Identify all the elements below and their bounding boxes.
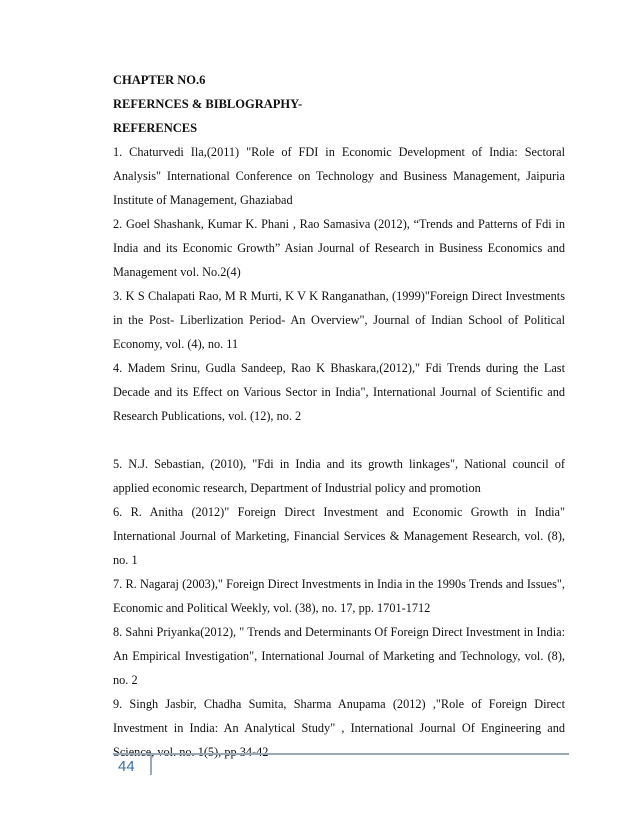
page-content	[113, 68, 565, 764]
reference-item-5: 5. N.J. Sebastian, (2010), "Fdi in India and its growth linkages", National council of applied economic research, Department of Industrial policy and promotion	[113, 457, 565, 495]
page-number-divider	[150, 753, 152, 775]
reference-item-9: 9. Singh Jasbir, Chadha Sumita, Sharma Anupama (2012) ,"Role of Foreign Direct Investment in India: An Analytical Study" , International Journal Of Engineering and Science, vol. no. 1(5), pp 34-42	[113, 697, 565, 759]
footer-divider	[113, 753, 569, 755]
reference-item-8: 8. Sahni Priyanka(2012), " Trends and Determinants Of Foreign Direct Investment in India: An Empirical Investigation", International Journal of Marketing and Technology, vol. (8), no. 2	[113, 625, 565, 687]
reference-item-4: 4. Madem Srinu, Gudla Sandeep, Rao K Bhaskara,(2012)," Fdi Trends during the Last Decade and its Effect on Various Sector in India", International Journal of Scientific and Research Publications, vol. (12), no. 2	[113, 361, 565, 423]
section-heading: REFERNCES & BIBLOGRAPHY-	[113, 97, 303, 111]
reference-item-2: 2. Goel Shashank, Kumar K. Phani , Rao Samasiva (2012), “Trends and Patterns of Fdi in India and its Economic Growth” Asian Journal of Research in Business Economics and Management vol. No.2(4)	[113, 217, 565, 279]
page-number: 44	[118, 758, 135, 775]
reference-item-3: 3. K S Chalapati Rao, M R Murti, K V K Ranganathan, (1999)"Foreign Direct Investments in the Post- Liberlization Period- An Overview", Journal of Indian School of Political Economy, vol. (4), no. 11	[113, 289, 565, 351]
reference-item-7: 7. R. Nagaraj (2003)," Foreign Direct Investments in India in the 1990s Trends and Issues", Economic and Political Weekly, vol. (38), no. 17, pp. 1701-1712	[113, 577, 565, 615]
reference-item-1: 1. Chaturvedi Ila,(2011) "Role of FDI in Economic Development of India: Sectoral Analysis" International Conference on Technology and Business Management, Jaipuria Institute of Management, Ghaziabad	[113, 145, 565, 207]
chapter-heading: CHAPTER NO.6	[113, 73, 206, 87]
subsection-heading: REFERENCES	[113, 121, 198, 135]
reference-item-6: 6. R. Anitha (2012)" Foreign Direct Investment and Economic Growth in India" International Journal of Marketing, Financial Services & Management Research, vol. (8), no. 1	[113, 505, 565, 567]
